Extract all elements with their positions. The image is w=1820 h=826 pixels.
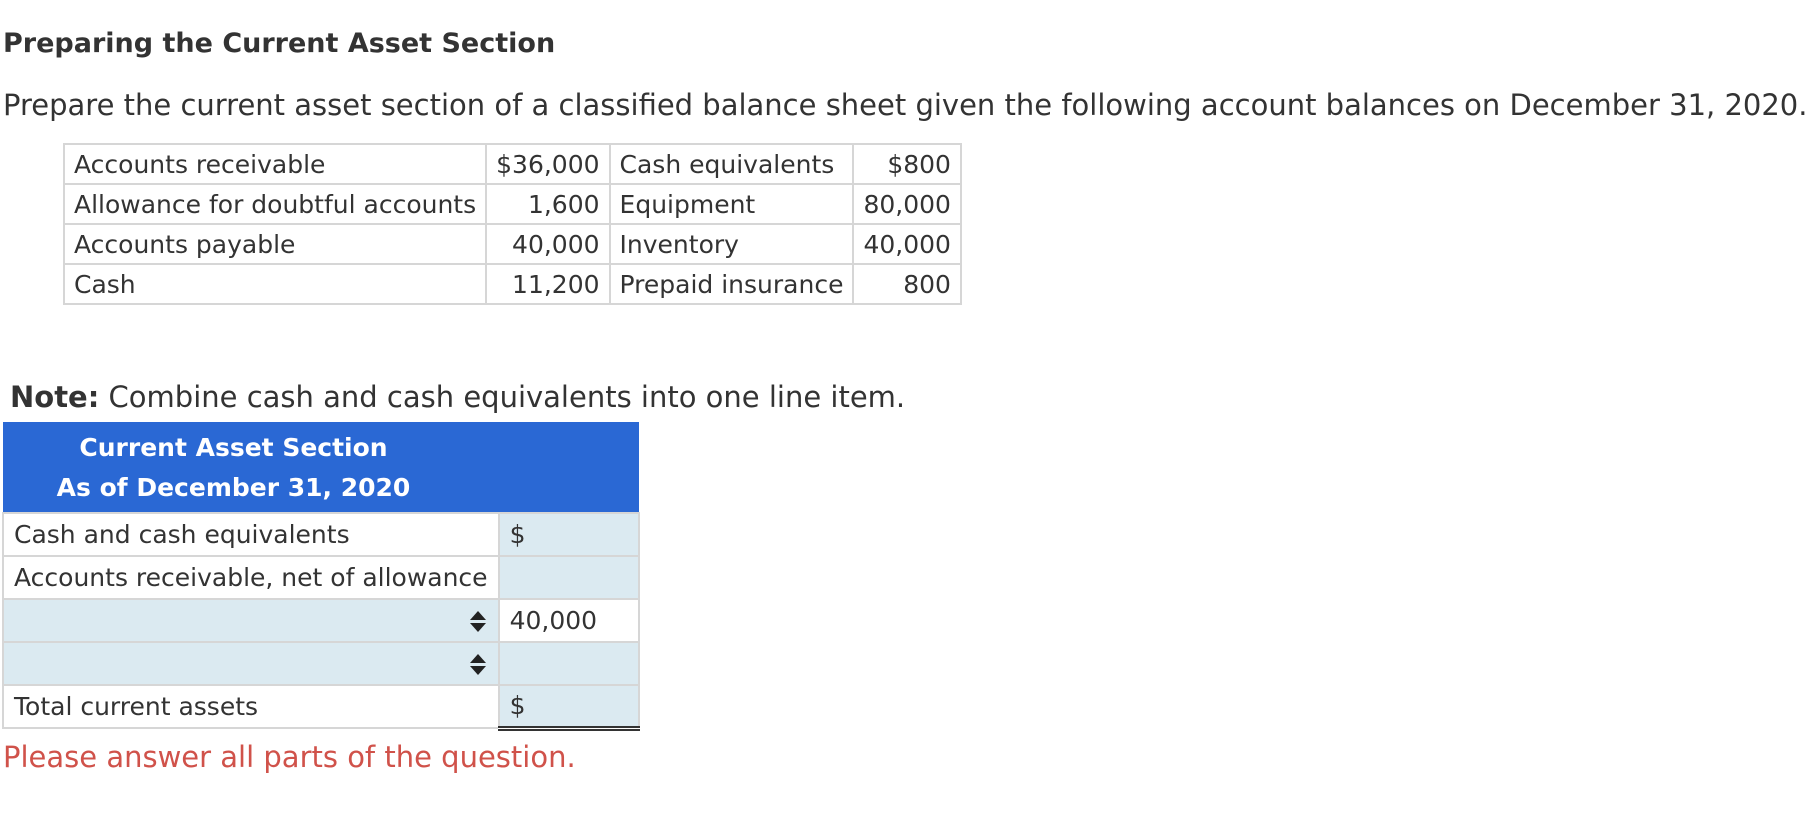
account-name: Cash [64, 264, 486, 304]
answer-row-3 [3, 599, 639, 642]
answer-header-row [3, 467, 639, 513]
current-asset-answer-table [2, 422, 640, 731]
instruction-note [10, 380, 905, 414]
error-message: Please answer all parts of the question. [3, 740, 576, 774]
account-name: Prepaid insurance [610, 264, 854, 304]
answer-row-4 [3, 642, 639, 685]
account-name: Accounts payable [64, 224, 486, 264]
answer-row-cash [3, 513, 639, 556]
note-label: Note: [10, 380, 100, 414]
answer-header-date: As of December 31, 2020 [56, 472, 411, 502]
row4-amount-input[interactable] [499, 642, 639, 685]
account-amount: 11,200 [486, 264, 609, 304]
total-amount-input[interactable]: $ [499, 685, 639, 728]
table-row [64, 264, 961, 304]
receivable-label: Accounts receivable, net of allowance [3, 556, 499, 599]
account-amount: 1,600 [486, 184, 609, 224]
question-prompt: Prepare the current asset section of a classified balance sheet given the following account balances on December 31, 2020. [3, 88, 1808, 122]
total-label: Total current assets [3, 685, 499, 728]
account-amount: $800 [853, 144, 960, 184]
account-select-dropdown[interactable] [3, 642, 499, 685]
answer-row-total [3, 685, 639, 728]
answer-row-receivable [3, 556, 639, 599]
receivable-amount-input[interactable] [499, 556, 639, 599]
cash-label: Cash and cash equivalents [3, 513, 499, 556]
cash-amount-input[interactable]: $ [499, 513, 639, 556]
page-title: Preparing the Current Asset Section [3, 28, 556, 59]
up-down-arrows-icon[interactable] [470, 654, 486, 676]
account-name: Accounts receivable [64, 144, 486, 184]
answer-header-title: Current Asset Section [79, 432, 388, 462]
account-name: Inventory [610, 224, 854, 264]
account-name: Equipment [610, 184, 854, 224]
account-amount: 800 [853, 264, 960, 304]
account-name: Cash equivalents [610, 144, 854, 184]
note-text: Combine cash and cash equivalents into one line item. [99, 380, 906, 414]
account-amount: 40,000 [486, 224, 609, 264]
table-row [64, 224, 961, 264]
account-amount: 40,000 [853, 224, 960, 264]
account-balances-table [63, 143, 962, 305]
account-select-dropdown[interactable] [3, 599, 499, 642]
account-amount: 80,000 [853, 184, 960, 224]
account-amount: $36,000 [486, 144, 609, 184]
answer-header-row [3, 422, 639, 467]
table-row [64, 144, 961, 184]
table-row [64, 184, 961, 224]
account-name: Allowance for doubtful accounts [64, 184, 486, 224]
up-down-arrows-icon[interactable] [470, 611, 486, 633]
row3-amount-input[interactable]: 40,000 [499, 599, 639, 642]
